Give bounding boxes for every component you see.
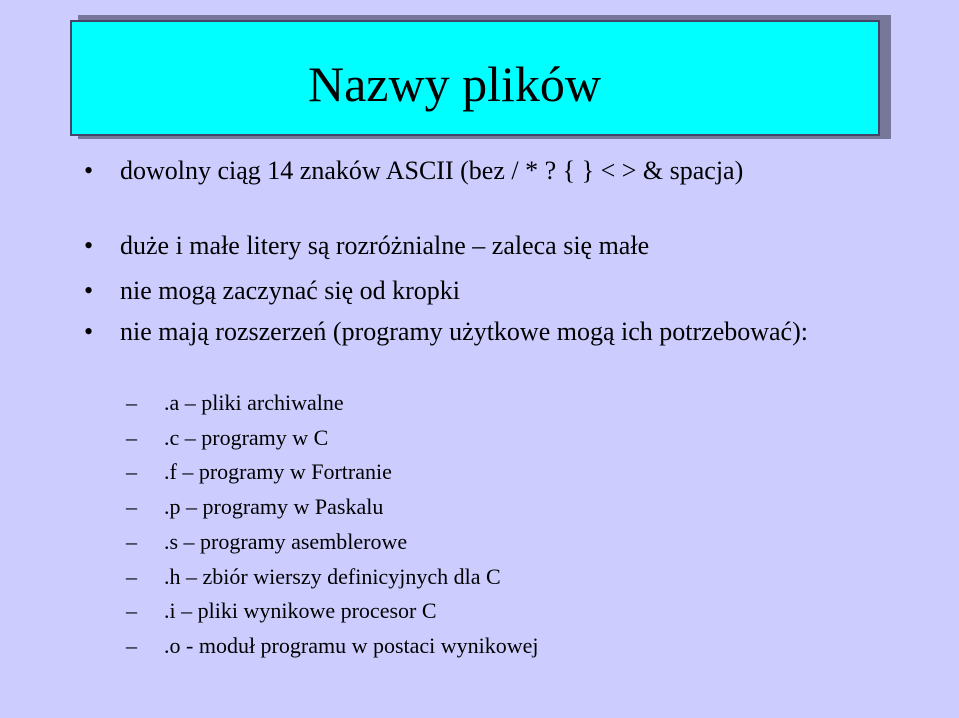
sub-item: – .a – pliki archiwalne (164, 388, 344, 418)
sub-item: – .o - moduł programu w postaci wynikowej (164, 631, 539, 661)
sub-item: – .s – programy asemblerowe (164, 527, 407, 557)
bullet-item: • nie mają rozszerzeń (programy użytkowe mogą ich potrzebować): (120, 313, 820, 350)
bullet-item: • duże i małe litery są rozróżnialne – zaleca się małe (120, 227, 820, 264)
sub-item: – .f – programy w Fortranie (164, 457, 392, 487)
bullet-item: • dowolny ciąg 14 znaków ASCII (bez / * ? { } < > & spacja) (120, 152, 820, 189)
sub-item: – .h – zbiór wierszy definicyjnych dla C (164, 562, 501, 592)
sub-item: – .c – programy w C (164, 423, 328, 453)
sub-item: – .p – programy w Paskalu (164, 492, 383, 522)
bullet-item: • nie mogą zaczynać się od kropki (120, 272, 820, 309)
sub-item: – .i – pliki wynikowe procesor C (164, 596, 437, 626)
slide-title: Nazwy plików (308, 56, 601, 112)
